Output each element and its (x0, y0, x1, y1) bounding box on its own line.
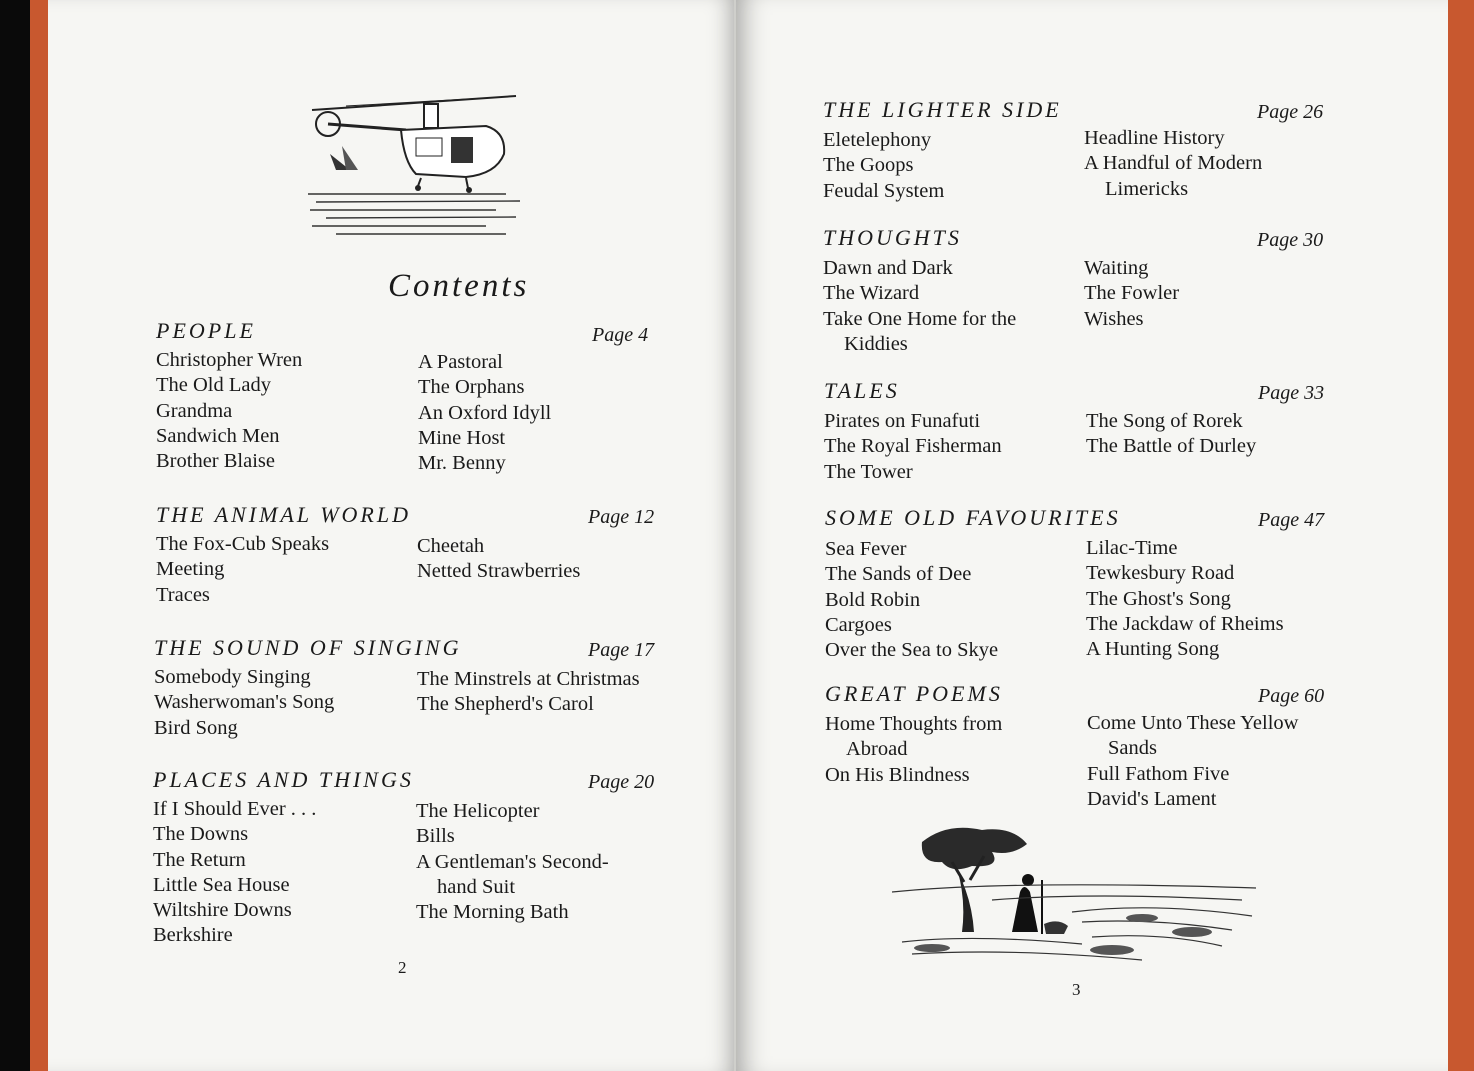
list-item: The Orphans (418, 376, 525, 399)
section-old-favourites (825, 505, 1333, 670)
section-page: Page 60 (1258, 685, 1325, 707)
section-title: THE LIGHTER SIDE (823, 97, 1062, 122)
section-title: THE SOUND OF SINGING (154, 635, 462, 660)
list-item: Over the Sea to Skye (825, 639, 999, 662)
section-col1 (823, 256, 1016, 357)
list-item: The Wizard (823, 282, 920, 305)
list-item: The Old Lady (156, 374, 271, 397)
list-item: Wishes (1084, 307, 1144, 330)
section-great-poems (825, 681, 1333, 816)
section-col2 (1086, 409, 1256, 460)
list-item: The Helicopter (416, 800, 540, 822)
list-item: On His Blindness (825, 763, 970, 786)
helicopter-illustration (306, 82, 528, 242)
section-animal-world (156, 502, 668, 612)
section-thoughts (823, 225, 1333, 360)
list-item: Abroad (846, 738, 908, 761)
list-item: Brother Blaise (156, 450, 275, 473)
section-title: THOUGHTS (823, 225, 962, 250)
list-item: The Shepherd's Carol (417, 693, 594, 716)
section-col2 (416, 799, 609, 925)
section-col2 (1086, 536, 1284, 662)
section-col2 (1087, 711, 1298, 812)
section-page: Page 17 (588, 639, 655, 661)
list-item: David's Lament (1087, 787, 1217, 810)
landscape-illustration (892, 822, 1258, 972)
list-item: Cargoes (825, 613, 892, 636)
list-item: Tewkesbury Road (1086, 562, 1235, 585)
section-col1 (154, 665, 334, 741)
list-item: Grandma (156, 399, 233, 422)
section-col2 (417, 534, 580, 585)
list-item: The Fox-Cub Speaks (156, 533, 330, 555)
list-item: Christopher Wren (156, 349, 303, 371)
list-item: Mine Host (418, 426, 506, 449)
list-item: Meeting (156, 558, 225, 581)
section-page: Page 20 (588, 771, 655, 793)
list-item: The Song of Rorek (1086, 410, 1243, 432)
list-item: The Jackdaw of Rheims (1086, 612, 1284, 635)
section-title: SOME OLD FAVOURITES (825, 505, 1121, 530)
section-page: Page 26 (1257, 101, 1324, 123)
list-item: The Royal Fisherman (824, 435, 1002, 458)
section-sound-of-singing (154, 635, 668, 745)
section-col1 (156, 532, 329, 608)
list-item: A Gentleman's Second- (416, 850, 609, 873)
contents-heading: Contents (388, 268, 530, 304)
section-page: Page 4 (592, 324, 649, 346)
list-item: Berkshire (153, 924, 233, 947)
list-item: Washerwoman's Song (154, 691, 335, 714)
list-item: A Pastoral (418, 351, 503, 373)
list-item: The Minstrels at Christmas (417, 668, 640, 690)
list-item: The Ghost's Song (1086, 587, 1231, 610)
section-tales (824, 378, 1333, 488)
list-item: The Morning Bath (416, 901, 569, 924)
section-col2 (418, 350, 551, 476)
list-item: Dawn and Dark (823, 257, 953, 279)
list-item: Bold Robin (825, 588, 921, 611)
list-item: Eletelephony (823, 129, 932, 151)
section-page: Page 33 (1258, 382, 1325, 404)
list-item: The Sands of Dee (825, 563, 972, 586)
list-item: Sands (1108, 737, 1157, 760)
list-item: Kiddies (844, 332, 908, 355)
section-page: Page 12 (588, 506, 655, 528)
list-item: Little Sea House (153, 873, 290, 896)
section-col1 (825, 712, 1002, 788)
page-number: 2 (398, 958, 407, 977)
list-item: Netted Strawberries (417, 560, 581, 583)
list-item: The Tower (824, 460, 913, 483)
section-col1 (825, 537, 998, 663)
section-col1 (824, 409, 1002, 485)
list-item: The Downs (153, 823, 249, 846)
list-item: Sandwich Men (156, 424, 280, 447)
section-page: Page 30 (1257, 229, 1324, 251)
list-item: hand Suit (437, 875, 516, 898)
list-item: Traces (156, 583, 210, 606)
list-item: The Battle of Durley (1086, 435, 1257, 458)
section-title: THE ANIMAL WORLD (156, 502, 411, 527)
list-item: Feudal System (823, 179, 945, 202)
section-col2 (1084, 256, 1179, 332)
section-page: Page 47 (1258, 509, 1325, 531)
section-col1 (823, 128, 944, 204)
list-item: The Fowler (1084, 282, 1180, 305)
section-title: TALES (824, 378, 900, 403)
list-item: Cheetah (417, 535, 485, 557)
list-item: Full Fathom Five (1087, 762, 1230, 785)
list-item: A Handful of Modern (1084, 152, 1263, 175)
page-number: 3 (1072, 980, 1081, 999)
list-item: Bird Song (154, 716, 238, 739)
list-item: Pirates on Funafuti (824, 410, 981, 432)
section-title: PEOPLE (156, 318, 256, 343)
section-col1 (153, 797, 316, 949)
list-item: Sea Fever (825, 538, 907, 560)
list-item: Wiltshire Downs (153, 899, 292, 922)
list-item: An Oxford Idyll (418, 401, 552, 424)
list-item: A Hunting Song (1086, 638, 1220, 661)
list-item: Bills (416, 825, 455, 848)
list-item: Waiting (1084, 257, 1149, 279)
list-item: Somebody Singing (154, 666, 311, 688)
list-item: Headline History (1084, 127, 1225, 149)
list-item: Lilac-Time (1086, 537, 1178, 559)
section-people (156, 318, 668, 483)
section-lighter-side (823, 97, 1333, 207)
section-col1 (156, 348, 302, 474)
list-item: Take One Home for the (823, 307, 1017, 330)
section-title: PLACES AND THINGS (153, 767, 414, 792)
list-item: Limericks (1105, 177, 1189, 200)
section-places-and-things (153, 767, 668, 957)
list-item: The Goops (823, 154, 914, 177)
section-col2 (417, 667, 640, 718)
list-item: Home Thoughts from (825, 713, 1003, 735)
list-item: Come Unto These Yellow (1087, 712, 1299, 734)
right-page (736, 0, 1448, 1071)
list-item: Mr. Benny (418, 452, 506, 475)
list-item: If I Should Ever . . . (153, 798, 317, 820)
section-col2 (1084, 126, 1262, 202)
section-title: GREAT POEMS (825, 681, 1003, 706)
left-page (48, 0, 736, 1071)
list-item: The Return (153, 848, 246, 871)
